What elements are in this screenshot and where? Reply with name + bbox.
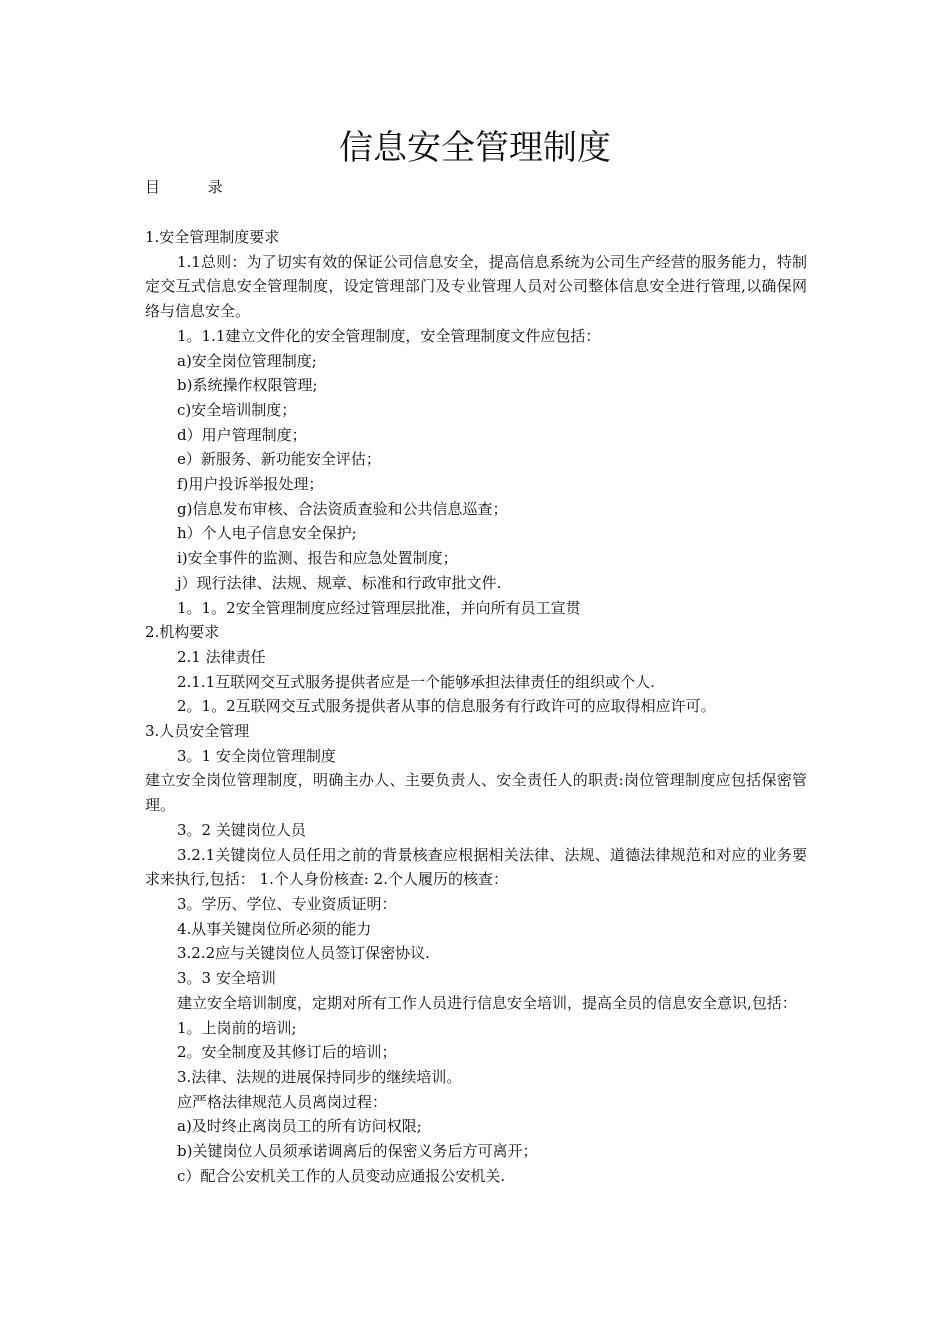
toc-label: 目 录 xyxy=(145,178,223,196)
document-body xyxy=(145,225,807,1188)
paragraph: 3.2.1关键岗位人员任用之前的背景核查应根据相关法律、法规、道德法律规范和对应的业务要求来执行,包括： 1.个人身份核查: 2.个人履历的核查： xyxy=(145,845,807,889)
paragraph: 2.1.1互联网交互式服务提供者应是一个能够承担法律责任的组织或个人. xyxy=(177,672,655,691)
paragraph: 1。1。2安全管理制度应经过管理层批准，并向所有员工宣贯 xyxy=(177,598,581,617)
document-title: 信息安全管理制度 xyxy=(339,128,611,168)
paragraph: g)信息发布审核、合法资质查验和公共信息巡查； xyxy=(177,499,508,518)
paragraph: 3。3 安全培训 xyxy=(177,969,276,988)
paragraph: 3。学历、学位、专业资质证明： xyxy=(177,894,397,913)
paragraph: d）用户管理制度； xyxy=(177,425,307,444)
paragraph: 2.机构要求 xyxy=(145,623,220,642)
paragraph: 2。1。2互联网交互式服务提供者从事的信息服务有行政许可的应取得相应许可。 xyxy=(177,697,716,716)
paragraph: 3.人员安全管理 xyxy=(145,722,250,741)
paragraph: j）现行法律、法规、规章、标准和行政审批文件. xyxy=(177,573,502,592)
paragraph: 3.法律、法规的进展保持同步的继续培训。 xyxy=(177,1067,462,1086)
paragraph: i)安全事件的监测、报告和应急处置制度； xyxy=(177,549,458,568)
paragraph: b)关键岗位人员须承诺调离后的保密义务后方可离开； xyxy=(177,1142,538,1161)
paragraph: c）配合公安机关工作的人员变动应通报公安机关. xyxy=(177,1166,506,1185)
paragraph: f)用户投诉举报处理； xyxy=(177,475,324,494)
paragraph: 1。1.1建立文件化的安全管理制度，安全管理制度文件应包括： xyxy=(177,326,601,345)
paragraph: 2。安全制度及其修订后的培训； xyxy=(177,1043,397,1062)
paragraph: e）新服务、新功能安全评估； xyxy=(177,450,381,469)
paragraph: 1.1总则：为了切实有效的保证公司信息安全，提高信息系统为公司生产经营的服务能力，特制定交互式信息安全管理制度，设定管理部门及专业管理人员对公司整体信息安全进行管理,以确保网络与信息安全。 xyxy=(145,252,807,321)
paragraph: a)安全岗位管理制度; xyxy=(177,351,317,370)
paragraph: a)及时终止离岗员工的所有访问权限; xyxy=(177,1117,422,1136)
paragraph: 建立安全培训制度，定期对所有工作人员进行信息安全培训，提高全员的信息安全意识,包括： xyxy=(177,993,797,1012)
paragraph: c)安全培训制度； xyxy=(177,400,297,419)
paragraph: h）个人电子信息安全保护; xyxy=(177,524,357,543)
paragraph: b)系统操作权限管理; xyxy=(177,376,318,395)
paragraph: 1.安全管理制度要求 xyxy=(145,228,280,246)
paragraph: 3。1 安全岗位管理制度 xyxy=(177,746,336,765)
paragraph: 2.1 法律责任 xyxy=(177,647,266,666)
paragraph: 应严格法律规范人员离岗过程： xyxy=(177,1092,388,1111)
paragraph: 1。上岗前的培训; xyxy=(177,1018,297,1037)
paragraph: 建立安全岗位管理制度，明确主办人、主要负责人、安全责任人的职责:岗位管理制度应包括保密管理。 xyxy=(145,771,807,815)
paragraph: 3。2 关键岗位人员 xyxy=(177,820,306,839)
paragraph: 4.从事关键岗位所必须的能力 xyxy=(177,919,372,938)
paragraph: 3.2.2应与关键岗位人员签订保密协议. xyxy=(177,944,430,963)
